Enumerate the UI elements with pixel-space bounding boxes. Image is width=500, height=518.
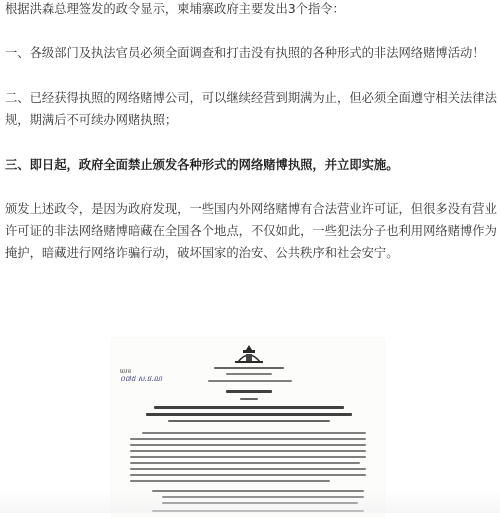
paragraph-reason: 颁发上述政令，是因为政府发现，一些国内外网络赌博有合法营业许可证，但很多没有营业 许可证的非法网络赌博暗藏在全国各个地点，不仅如此，一些犯法分子也利用网络赌博作为 掩护，暗藏进行网络诈骗行动，破坏国家的治安、公共秩序和社会安宁。 [5, 202, 497, 260]
decree-subject-line-1 [154, 406, 344, 409]
decree-subject-label [240, 398, 258, 400]
royal-emblem-icon [232, 344, 266, 364]
decree-kingdom-line [214, 367, 284, 369]
decree-subject-line-3 [168, 420, 330, 422]
decree-body-line [130, 474, 366, 476]
paragraph-directive-3: 三、即日起，政府全面禁止颁发各种形式的网络赌博执照，并立即实施。 [5, 158, 399, 172]
decree-body-line [130, 480, 330, 482]
decree-ref-label: លេខ [120, 368, 132, 375]
paragraph-directive-2: 二、已经获得执照的网络赌博公司，可以继续经营到期满为止，但必须全面遵守相关法律法 规，期满后不可续办网赌执照； [5, 91, 497, 127]
paragraph-directive-1: 一、各级部门及执法官员必须全面调查和打击没有执照的各种形式的非法网络赌博活动！ [5, 46, 485, 60]
decree-motto-line [226, 373, 272, 375]
bottom-fade [0, 490, 500, 513]
decree-body-line [130, 456, 366, 458]
decree-body-line [130, 438, 366, 440]
decree-body-line [130, 462, 360, 464]
paragraph-intro: 根据洪森总理签发的政令显示，柬埔寨政府主要发出3个指令： [5, 2, 345, 16]
decree-body-line [130, 444, 366, 446]
decree-body-line [130, 450, 366, 452]
decree-subject-line-2 [146, 413, 352, 416]
decree-date-line [208, 380, 292, 382]
decree-ref-number: ០៧៥ ស.ជ.ណ [120, 375, 162, 383]
decree-body-line [142, 432, 366, 434]
decree-type-title [226, 390, 272, 393]
decree-body-line [130, 468, 366, 470]
